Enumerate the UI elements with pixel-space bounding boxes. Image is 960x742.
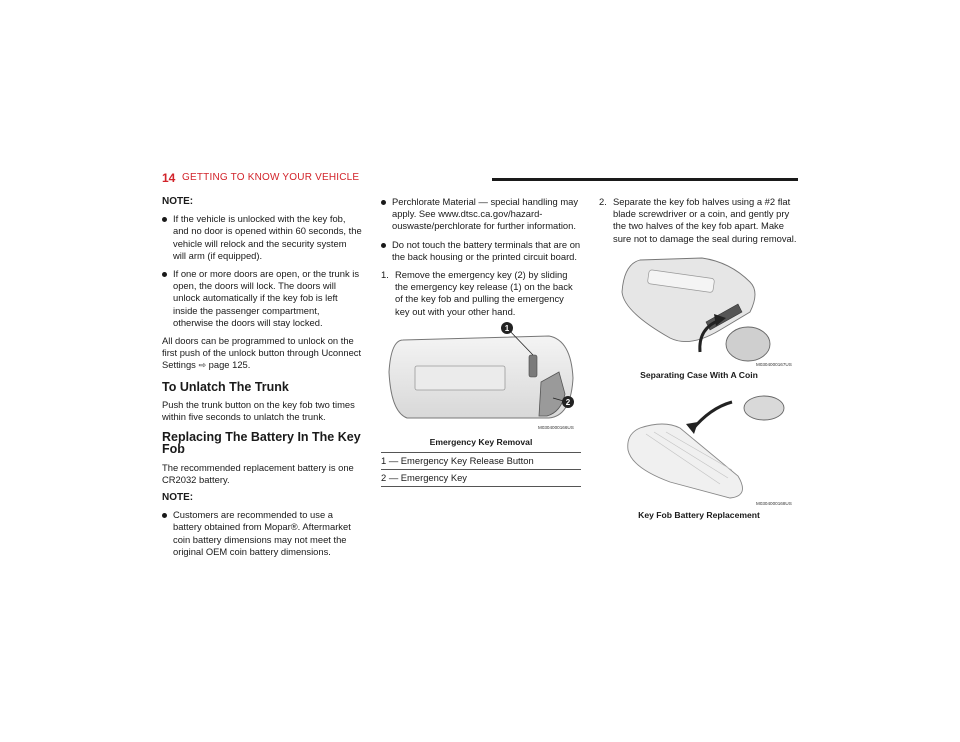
list-item <box>162 509 362 558</box>
bullet-text: If the vehicle is unlocked with the key fob, and no door is opened within 60 seconds, the vehicle will relock and the security system will arm (if equipped). <box>173 213 362 261</box>
note-label: NOTE: <box>162 196 194 207</box>
battery-replacement-illustration <box>620 388 795 500</box>
emergency-key-removal-illustration <box>381 312 581 437</box>
figure-legend <box>381 452 581 487</box>
step-1 <box>381 269 581 318</box>
step-text: Separate the key fob halves using a #2 flat blade screwdriver or a coin, and gently pry the two halves of the key fob apart. Make sure not to damage the seal during removal. <box>613 196 797 244</box>
bullet-dot <box>162 217 167 222</box>
callout-2-label: 2 <box>565 398 571 407</box>
column-3 <box>599 196 799 251</box>
list-item <box>381 196 581 233</box>
column-2 <box>381 196 581 324</box>
paragraph: Push the trunk button on the key fob two times within five seconds to unlatch the trunk. <box>162 398 355 423</box>
paragraph: The recommended replacement battery is one CR2032 battery. <box>162 461 354 485</box>
bullet-text: Do not touch the battery terminals that are on the back housing or the printed circuit board. <box>392 238 581 262</box>
page-reference-link[interactable]: page 125. <box>208 359 251 371</box>
paragraph <box>162 335 362 373</box>
bullet-dot <box>162 513 167 518</box>
list-item <box>162 268 362 329</box>
heading-replacing-battery: Replacing The Battery In The Key Fob <box>162 430 361 457</box>
callout-1-label: 1 <box>504 324 510 333</box>
page-number: 14 <box>162 171 176 185</box>
step-number: 2. <box>599 196 607 207</box>
bullet-dot <box>162 272 167 277</box>
figure-code: M0304000167US <box>756 362 792 367</box>
bullet-text: Perchlorate Material — special handling may apply. See www.dtsc.ca.gov/hazard-ouswaste/perchlorate for further information. <box>392 196 579 232</box>
step-number: 1. <box>381 269 389 281</box>
legend-row: 1 — Emergency Key Release Button <box>381 452 581 469</box>
figure-code: M0304000166US <box>538 425 574 430</box>
note-label: NOTE: <box>162 492 194 504</box>
header-rule <box>492 178 798 181</box>
figure-caption: Separating Case With A Coin <box>640 370 758 380</box>
heading-unlatch-trunk: To Unlatch The Trunk <box>162 379 289 394</box>
figure-caption: Emergency Key Removal <box>429 437 533 447</box>
separating-case-illustration <box>610 252 800 370</box>
step-text: Remove the emergency key (2) by sliding the emergency key release (1) on the back of the key fob and pulling the emergency key out with your other hand. <box>395 269 573 317</box>
figure-caption: Key Fob Battery Replacement <box>638 510 760 520</box>
page-reference-arrow-icon: ⇨ <box>198 361 207 372</box>
bullet-dot <box>381 200 386 205</box>
step-2 <box>599 196 799 245</box>
bullet-text: Customers are recommended to use a battery obtained from Mopar®. Aftermarket coin battery dimensions may not meet the original OEM coin battery dimensions. <box>173 509 351 557</box>
list-item <box>162 213 362 262</box>
legend-row: 2 — Emergency Key <box>381 469 581 487</box>
paragraph-text: All doors can be programmed to unlock on the first push of the unlock button through Uconnect Settings <box>162 335 362 371</box>
column-1 <box>162 196 362 564</box>
list-item <box>381 239 581 263</box>
page-header <box>162 170 798 188</box>
bullet-text: If one or more doors are open, or the trunk is open, the doors will lock. The doors will unlock automatically if the key fob is left inside the passenger compartment, otherwise the doors will stay locked. <box>173 268 360 328</box>
figure-code: M0304000168US <box>756 501 792 506</box>
section-title: GETTING TO KNOW YOUR VEHICLE <box>182 172 360 183</box>
bullet-dot <box>381 243 386 248</box>
